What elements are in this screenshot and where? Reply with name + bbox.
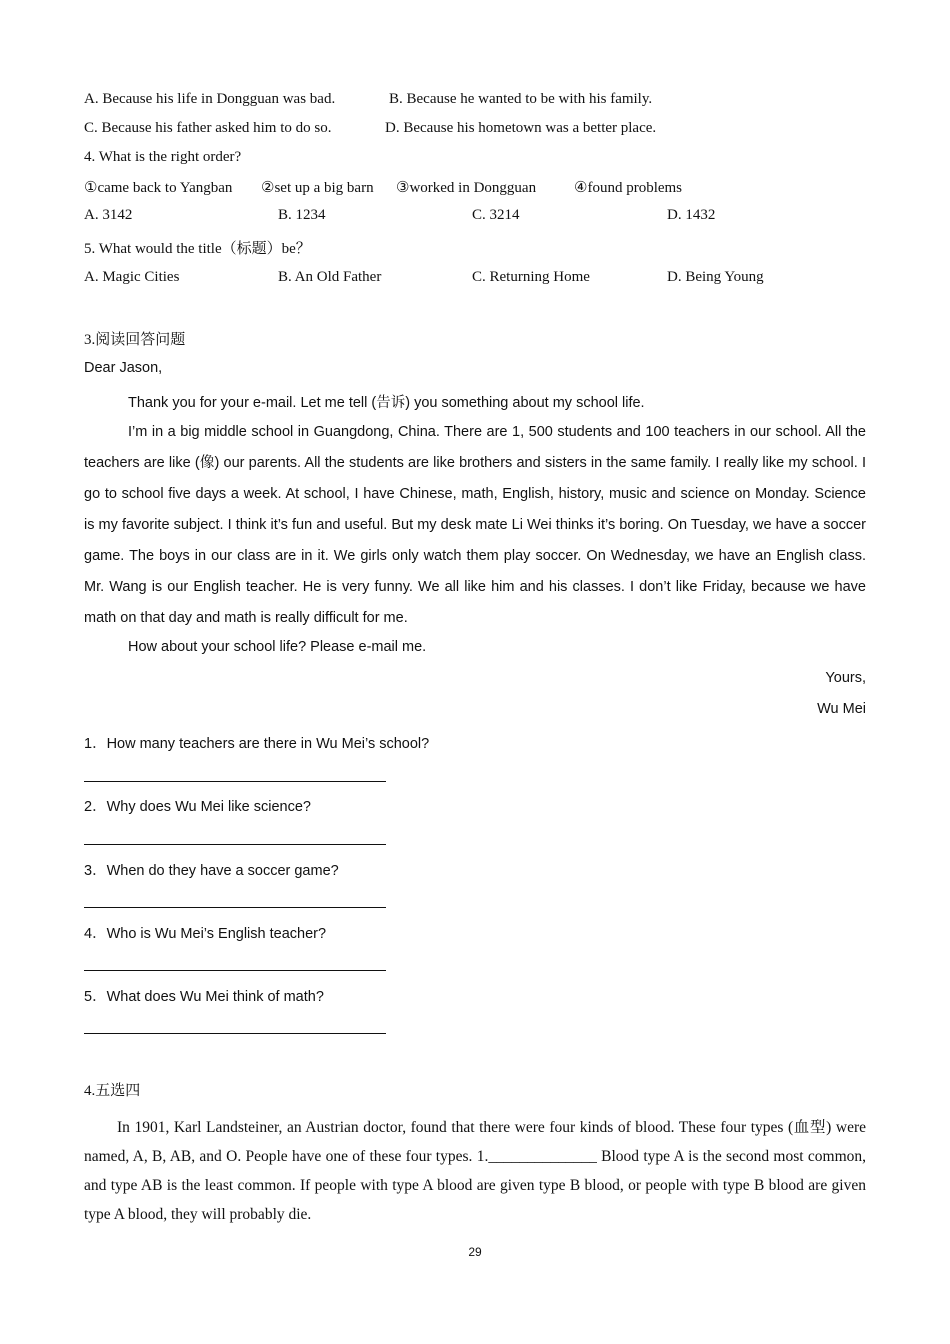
q4-item-4: ④found problems (574, 180, 683, 196)
reading-question-1: 1．How many teachers are there in Wu Mei’s school? (84, 736, 430, 752)
reading-question-5: 5．What does Wu Mei think of math? (84, 989, 324, 1005)
letter-salutation: Dear Jason, (84, 360, 163, 376)
q5-option-d: D. Being Young (667, 269, 764, 285)
section4-paragraph: In 1901, Karl Landsteiner, an Austrian doctor, found that there were four kinds of blood. These four types (血型) were named, A, B, AB, and O. People have one of these four types. 1.______________ Blood type A is the second most common, and type AB is the least common. If people with type A blood are given type B blood, or people with type B blood are given type A blood, they will probably die. (84, 1119, 866, 1223)
q5-option-c: C. Returning Home (472, 269, 590, 285)
page-number: 29 (468, 1245, 482, 1259)
q4-option-d: D. 1432 (667, 207, 716, 223)
reading-question-3: 3．When do they have a soccer game? (84, 863, 339, 879)
q5-option-a: A. Magic Cities (84, 269, 180, 285)
section4-heading: 4.五选四 (84, 1083, 141, 1099)
q4-item-3: ③worked in Dongguan (396, 180, 537, 196)
q4-question: 4. What is the right order? (84, 149, 242, 165)
letter-paragraph-3: How about your school life? Please e-mail me. (128, 639, 427, 655)
answer-line-5[interactable] (84, 1033, 386, 1034)
q3-option-b: B. Because he wanted to be with his family. (389, 91, 653, 107)
q3-option-d: D. Because his hometown was a better place. (385, 120, 657, 136)
reading-question-4: 4．Who is Wu Mei’s English teacher? (84, 926, 327, 942)
reading-question-2: 2．Why does Wu Mei like science? (84, 799, 311, 815)
letter-closing: Yours, (825, 670, 866, 686)
q5-question: 5. What would the title（标题）be？ (84, 241, 311, 257)
q4-option-b: B. 1234 (278, 207, 326, 223)
q4-option-a: A. 3142 (84, 207, 133, 223)
answer-line-2[interactable] (84, 844, 386, 845)
letter-signature: Wu Mei (817, 701, 866, 717)
letter-paragraph-1: Thank you for your e-mail. Let me tell (告诉) you something about my school life. (128, 395, 645, 411)
letter-paragraph-2: I’m in a big middle school in Guangdong, China. There are 1, 500 students and 100 teachers in our school. All the teachers are like (像) our parents. All the students are like brothers and sisters in the same family. I really like my school. I go to school five days a week. At school, I have Chinese, math, English, history, music and science on Monday. Science is my favorite subject. I think it’s fun and useful. But my desk mate Li Wei thinks it’s boring. On Tuesday, we have a soccer game. The boys in our class are in it. We girls only watch them play soccer. On Wednesday, we have an English class. Mr. Wang is our English teacher. He is very funny. We all like him and his classes. I don’t like Friday, because we have math on that day and math is really difficult for me. (84, 424, 866, 626)
answer-line-3[interactable] (84, 907, 386, 908)
q3-option-a: A. Because his life in Dongguan was bad. (84, 91, 336, 107)
q4-item-1: ①came back to Yangban (84, 180, 233, 196)
q3-option-c: C. Because his father asked him to do so. (84, 120, 332, 136)
answer-line-4[interactable] (84, 970, 386, 971)
section3-heading: 3.阅读回答问题 (84, 332, 186, 348)
q4-item-2: ②set up a big barn (261, 180, 374, 196)
q4-option-c: C. 3214 (472, 207, 520, 223)
q5-option-b: B. An Old Father (278, 269, 382, 285)
answer-line-1[interactable] (84, 781, 386, 782)
